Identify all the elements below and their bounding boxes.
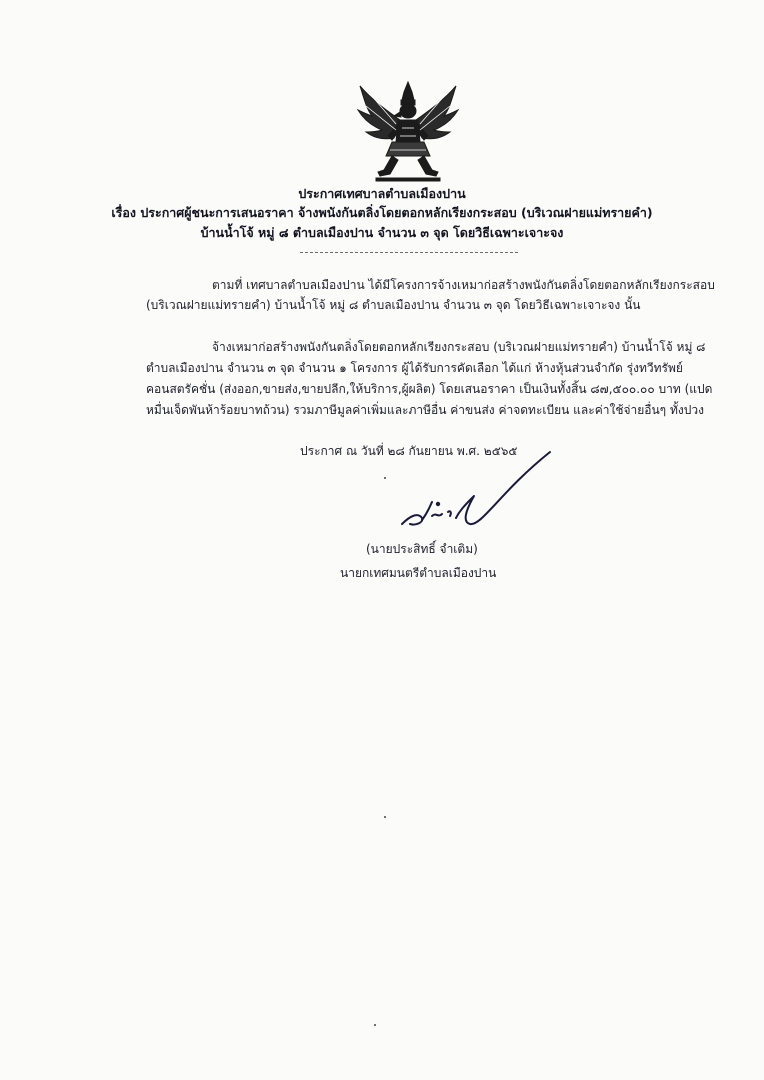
paragraph-2-line-2: ตำบลเมืองปาน จำนวน ๓ จุด จำนวน ๑ โครงการ ผู้ได้รับการคัดเลือก ได้แก่ ห้างหุ้นส่วนจำกัด รุ่งทวีทรัพย์ (146, 361, 683, 375)
paragraph-2-line-3: คอนสตรัคชั่น (ส่งออก,ขายส่ง,ขายปลีก,ให้บริการ,ผู้ผลิต) โดยเสนอราคา เป็นเงินทั้งสิ้น ๘๗,๕๐๐.๐๐ บาท (แปด (146, 382, 713, 396)
signer-name: (นายประสิทธิ์ จำเติม) (366, 542, 478, 556)
paragraph-2-line-4: หมื่นเจ็ดพันห้าร้อยบาทถ้วน) รวมภาษีมูลค่าเพิ่มและภาษีอื่น ค่าขนส่ง ค่าจดทะเบียน และค่าใช้จ่ายอื่นๆ ทั้งปวง (146, 403, 704, 417)
announcement-date: ประกาศ ณ วันที่ ๒๘ กันยายน พ.ศ. ๒๕๖๕ (300, 444, 518, 458)
paragraph-1-line-2: (บริเวณฝายแม่ทรายคำ) บ้านน้ำโจ้ หมู่ ๘ ตำบลเมืองปาน จำนวน ๓ จุด โดยวิธีเฉพาะเจาะจง นั้น (146, 298, 641, 312)
paragraph-1-line-1: ตามที่ เทศบาลตำบลเมืองปาน ได้มีโครงการจ้างเหมาก่อสร้างพนังกันตลิ่งโดยตอกหลักเรียงกระสอบ (212, 278, 715, 292)
scan-speck (374, 1024, 376, 1026)
signer-title: นายกเทศมนตรีตำบลเมืองปาน (340, 566, 497, 580)
garuda-emblem-icon (356, 80, 460, 184)
header-divider (300, 252, 518, 253)
announcement-title: ประกาศเทศบาลตำบลเมืองปาน (298, 186, 466, 201)
paragraph-2-line-1: จ้างเหมาก่อสร้างพนังกันตลิ่งโดยตอกหลักเรียงกระสอบ (บริเวณฝายแม่ทรายคำ) บ้านน้ำโจ้ หมู่ ๘ (212, 340, 706, 354)
scan-speck (384, 477, 386, 479)
announcement-subject: เรื่อง ประกาศผู้ชนะการเสนอราคา จ้างพนังกันตลิ่งโดยตอกหลักเรียงกระสอบ (บริเวณฝายแม่ทรายคำ) (111, 205, 653, 220)
handwritten-signature-icon (396, 446, 556, 534)
scan-speck (384, 816, 386, 818)
announcement-subject-cont: บ้านน้ำโจ้ หมู่ ๘ ตำบลเมืองปาน จำนวน ๓ จุด โดยวิธีเฉพาะเจาะจง (200, 225, 564, 240)
